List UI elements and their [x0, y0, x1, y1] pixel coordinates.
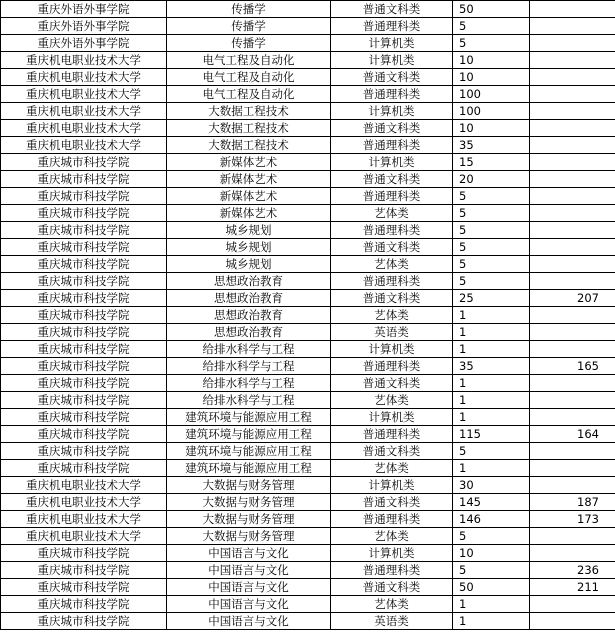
major-cell: 中国语言与文化: [167, 613, 331, 630]
major-cell: 思想政治教育: [167, 290, 331, 307]
score-cell: [530, 205, 615, 222]
plan-count-cell: 1: [453, 341, 530, 358]
major-cell: 建筑环境与能源应用工程: [167, 409, 331, 426]
score-cell: [530, 528, 615, 545]
school-cell: 重庆城市科技学院: [1, 579, 167, 596]
table-row: [1, 426, 615, 443]
category-cell: 英语类: [331, 324, 453, 341]
category-cell: 普通理科类: [331, 511, 453, 528]
plan-count-cell: 10: [453, 52, 530, 69]
major-cell: 中国语言与文化: [167, 545, 331, 562]
score-cell: [530, 477, 615, 494]
score-cell: 173: [530, 511, 615, 528]
category-cell: 计算机类: [331, 409, 453, 426]
category-cell: 计算机类: [331, 52, 453, 69]
score-cell: [530, 52, 615, 69]
table-body: [1, 1, 615, 630]
major-cell: 大数据与财务管理: [167, 477, 331, 494]
school-cell: 重庆城市科技学院: [1, 358, 167, 375]
score-cell: [530, 103, 615, 120]
score-cell: 165: [530, 358, 615, 375]
table-row: [1, 120, 615, 137]
category-cell: 普通文科类: [331, 239, 453, 256]
plan-count-cell: 25: [453, 290, 530, 307]
category-cell: 艺体类: [331, 256, 453, 273]
school-cell: 重庆城市科技学院: [1, 324, 167, 341]
category-cell: 普通理科类: [331, 358, 453, 375]
category-cell: 普通理科类: [331, 426, 453, 443]
school-cell: 重庆城市科技学院: [1, 239, 167, 256]
category-cell: 艺体类: [331, 528, 453, 545]
plan-count-cell: 1: [453, 307, 530, 324]
table-row: [1, 494, 615, 511]
major-cell: 大数据与财务管理: [167, 528, 331, 545]
category-cell: 普通理科类: [331, 137, 453, 154]
category-cell: 英语类: [331, 613, 453, 630]
score-cell: [530, 1, 615, 18]
score-cell: [530, 256, 615, 273]
school-cell: 重庆城市科技学院: [1, 443, 167, 460]
table-row: [1, 103, 615, 120]
plan-count-cell: 1: [453, 324, 530, 341]
category-cell: 普通理科类: [331, 188, 453, 205]
score-cell: [530, 137, 615, 154]
score-cell: 164: [530, 426, 615, 443]
school-cell: 重庆机电职业技术大学: [1, 103, 167, 120]
plan-count-cell: 10: [453, 545, 530, 562]
plan-count-cell: 5: [453, 222, 530, 239]
major-cell: 建筑环境与能源应用工程: [167, 460, 331, 477]
school-cell: 重庆机电职业技术大学: [1, 137, 167, 154]
plan-count-cell: 15: [453, 154, 530, 171]
school-cell: 重庆城市科技学院: [1, 222, 167, 239]
category-cell: 普通理科类: [331, 18, 453, 35]
category-cell: 普通文科类: [331, 290, 453, 307]
category-cell: 艺体类: [331, 205, 453, 222]
school-cell: 重庆城市科技学院: [1, 409, 167, 426]
table-row: [1, 579, 615, 596]
school-cell: 重庆城市科技学院: [1, 545, 167, 562]
plan-count-cell: 100: [453, 103, 530, 120]
category-cell: 普通文科类: [331, 579, 453, 596]
table-row: [1, 18, 615, 35]
plan-count-cell: 145: [453, 494, 530, 511]
table-row: [1, 392, 615, 409]
plan-count-cell: 1: [453, 409, 530, 426]
major-cell: 传播学: [167, 35, 331, 52]
major-cell: 传播学: [167, 18, 331, 35]
major-cell: 电气工程及自动化: [167, 86, 331, 103]
major-cell: 大数据工程技术: [167, 103, 331, 120]
table-row: [1, 613, 615, 630]
category-cell: 计算机类: [331, 35, 453, 52]
table-row: [1, 137, 615, 154]
score-cell: [530, 222, 615, 239]
school-cell: 重庆外语外事学院: [1, 35, 167, 52]
table-row: [1, 358, 615, 375]
table-row: [1, 290, 615, 307]
school-cell: 重庆外语外事学院: [1, 18, 167, 35]
score-cell: [530, 596, 615, 613]
major-cell: 中国语言与文化: [167, 562, 331, 579]
plan-count-cell: 35: [453, 358, 530, 375]
table-row: [1, 35, 615, 52]
score-cell: [530, 460, 615, 477]
table-row: [1, 205, 615, 222]
category-cell: 普通文科类: [331, 171, 453, 188]
table-row: [1, 69, 615, 86]
table-row: [1, 256, 615, 273]
major-cell: 新媒体艺术: [167, 171, 331, 188]
school-cell: 重庆机电职业技术大学: [1, 120, 167, 137]
table-row: [1, 154, 615, 171]
school-cell: 重庆城市科技学院: [1, 273, 167, 290]
plan-count-cell: 5: [453, 273, 530, 290]
major-cell: 大数据与财务管理: [167, 511, 331, 528]
table-row: [1, 409, 615, 426]
major-cell: 城乡规划: [167, 256, 331, 273]
score-cell: [530, 613, 615, 630]
table-row: [1, 477, 615, 494]
score-cell: [530, 188, 615, 205]
school-cell: 重庆外语外事学院: [1, 1, 167, 18]
table-row: [1, 307, 615, 324]
school-cell: 重庆城市科技学院: [1, 341, 167, 358]
major-cell: 给排水科学与工程: [167, 358, 331, 375]
plan-count-cell: 10: [453, 69, 530, 86]
score-cell: [530, 171, 615, 188]
school-cell: 重庆城市科技学院: [1, 154, 167, 171]
major-cell: 给排水科学与工程: [167, 341, 331, 358]
major-cell: 建筑环境与能源应用工程: [167, 443, 331, 460]
category-cell: 艺体类: [331, 392, 453, 409]
plan-count-cell: 1: [453, 392, 530, 409]
category-cell: 计算机类: [331, 103, 453, 120]
plan-count-cell: 20: [453, 171, 530, 188]
school-cell: 重庆城市科技学院: [1, 392, 167, 409]
category-cell: 计算机类: [331, 341, 453, 358]
major-cell: 新媒体艺术: [167, 188, 331, 205]
category-cell: 计算机类: [331, 477, 453, 494]
score-cell: [530, 18, 615, 35]
school-cell: 重庆城市科技学院: [1, 375, 167, 392]
plan-count-cell: 1: [453, 460, 530, 477]
score-cell: [530, 409, 615, 426]
score-cell: 211: [530, 579, 615, 596]
school-cell: 重庆城市科技学院: [1, 613, 167, 630]
major-cell: 城乡规划: [167, 222, 331, 239]
score-cell: 207: [530, 290, 615, 307]
plan-count-cell: 1: [453, 596, 530, 613]
score-cell: 187: [530, 494, 615, 511]
school-cell: 重庆城市科技学院: [1, 562, 167, 579]
plan-count-cell: 50: [453, 1, 530, 18]
major-cell: 思想政治教育: [167, 307, 331, 324]
plan-count-cell: 5: [453, 188, 530, 205]
major-cell: 给排水科学与工程: [167, 375, 331, 392]
plan-count-cell: 5: [453, 239, 530, 256]
major-cell: 大数据工程技术: [167, 120, 331, 137]
school-cell: 重庆机电职业技术大学: [1, 528, 167, 545]
table-row: [1, 562, 615, 579]
plan-count-cell: 5: [453, 35, 530, 52]
table-row: [1, 324, 615, 341]
table-row: [1, 443, 615, 460]
plan-count-cell: 10: [453, 120, 530, 137]
category-cell: 普通文科类: [331, 443, 453, 460]
school-cell: 重庆机电职业技术大学: [1, 69, 167, 86]
category-cell: 普通文科类: [331, 375, 453, 392]
score-cell: [530, 443, 615, 460]
plan-count-cell: 5: [453, 18, 530, 35]
score-cell: [530, 69, 615, 86]
score-cell: [530, 307, 615, 324]
plan-count-cell: 1: [453, 375, 530, 392]
category-cell: 计算机类: [331, 154, 453, 171]
plan-count-cell: 30: [453, 477, 530, 494]
plan-count-cell: 115: [453, 426, 530, 443]
major-cell: 中国语言与文化: [167, 596, 331, 613]
score-cell: [530, 341, 615, 358]
table-row: [1, 341, 615, 358]
major-cell: 思想政治教育: [167, 324, 331, 341]
school-cell: 重庆城市科技学院: [1, 290, 167, 307]
plan-count-cell: 146: [453, 511, 530, 528]
category-cell: 普通文科类: [331, 494, 453, 511]
category-cell: 普通理科类: [331, 222, 453, 239]
score-cell: [530, 239, 615, 256]
school-cell: 重庆城市科技学院: [1, 426, 167, 443]
table-row: [1, 52, 615, 69]
plan-count-cell: 50: [453, 579, 530, 596]
score-cell: [530, 545, 615, 562]
category-cell: 普通文科类: [331, 69, 453, 86]
category-cell: 艺体类: [331, 460, 453, 477]
category-cell: 普通文科类: [331, 120, 453, 137]
table-row: [1, 545, 615, 562]
school-cell: 重庆机电职业技术大学: [1, 86, 167, 103]
plan-count-cell: 35: [453, 137, 530, 154]
major-cell: 城乡规划: [167, 239, 331, 256]
school-cell: 重庆城市科技学院: [1, 205, 167, 222]
score-cell: 236: [530, 562, 615, 579]
score-cell: [530, 120, 615, 137]
school-cell: 重庆城市科技学院: [1, 460, 167, 477]
category-cell: 艺体类: [331, 596, 453, 613]
plan-count-cell: 5: [453, 562, 530, 579]
score-cell: [530, 375, 615, 392]
plan-count-cell: 5: [453, 205, 530, 222]
school-cell: 重庆机电职业技术大学: [1, 511, 167, 528]
plan-count-cell: 1: [453, 613, 530, 630]
score-cell: [530, 154, 615, 171]
school-cell: 重庆城市科技学院: [1, 256, 167, 273]
major-cell: 新媒体艺术: [167, 205, 331, 222]
school-cell: 重庆城市科技学院: [1, 596, 167, 613]
plan-count-cell: 100: [453, 86, 530, 103]
major-cell: 电气工程及自动化: [167, 69, 331, 86]
category-cell: 艺体类: [331, 307, 453, 324]
school-cell: 重庆城市科技学院: [1, 188, 167, 205]
table-row: [1, 171, 615, 188]
major-cell: 中国语言与文化: [167, 579, 331, 596]
major-cell: 传播学: [167, 1, 331, 18]
category-cell: 普通理科类: [331, 562, 453, 579]
table-row: [1, 1, 615, 18]
plan-count-cell: 5: [453, 256, 530, 273]
category-cell: 计算机类: [331, 545, 453, 562]
plan-count-cell: 5: [453, 528, 530, 545]
table-row: [1, 596, 615, 613]
school-cell: 重庆机电职业技术大学: [1, 477, 167, 494]
major-cell: 思想政治教育: [167, 273, 331, 290]
table-row: [1, 239, 615, 256]
table-row: [1, 273, 615, 290]
table-row: [1, 460, 615, 477]
score-cell: [530, 35, 615, 52]
table-row: [1, 86, 615, 103]
table-row: [1, 188, 615, 205]
plan-count-cell: 5: [453, 443, 530, 460]
score-cell: [530, 86, 615, 103]
major-cell: 大数据工程技术: [167, 137, 331, 154]
score-cell: [530, 324, 615, 341]
major-cell: 给排水科学与工程: [167, 392, 331, 409]
score-cell: [530, 392, 615, 409]
major-cell: 大数据与财务管理: [167, 494, 331, 511]
major-cell: 新媒体艺术: [167, 154, 331, 171]
table-row: [1, 375, 615, 392]
school-cell: 重庆城市科技学院: [1, 171, 167, 188]
score-cell: [530, 273, 615, 290]
table-row: [1, 222, 615, 239]
table-row: [1, 511, 615, 528]
school-cell: 重庆机电职业技术大学: [1, 494, 167, 511]
major-cell: 电气工程及自动化: [167, 52, 331, 69]
table-row: [1, 528, 615, 545]
category-cell: 普通理科类: [331, 273, 453, 290]
category-cell: 普通理科类: [331, 86, 453, 103]
category-cell: 普通文科类: [331, 1, 453, 18]
major-cell: 建筑环境与能源应用工程: [167, 426, 331, 443]
school-cell: 重庆机电职业技术大学: [1, 52, 167, 69]
school-cell: 重庆城市科技学院: [1, 307, 167, 324]
